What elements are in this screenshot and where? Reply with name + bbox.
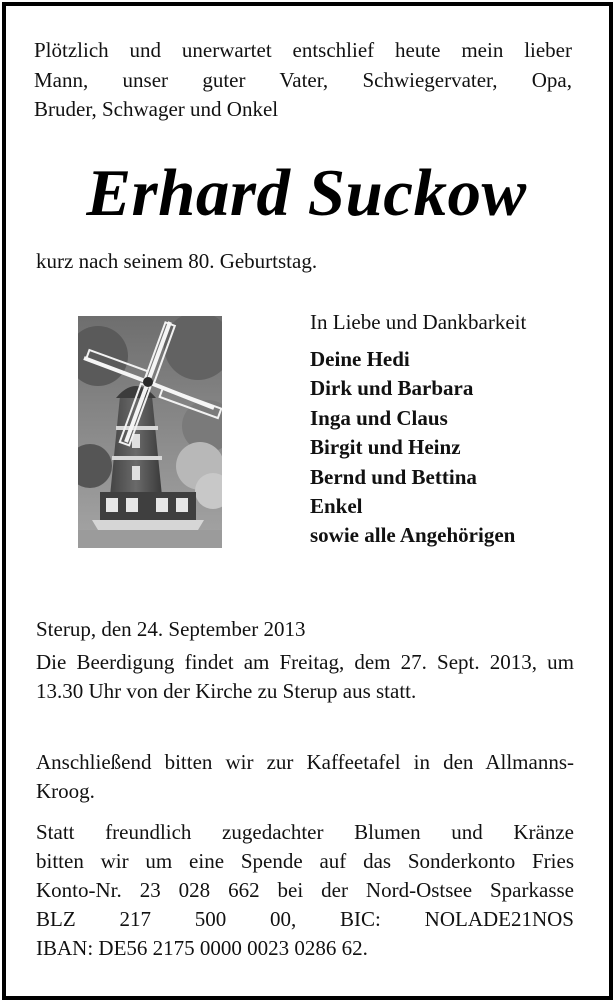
subtitle: kurz nach seinem 80. Geburtstag. [36, 249, 318, 273]
mourner-item: Enkel [310, 494, 363, 519]
donation-line-3: Konto-Nr. 23 028 662 bei der Nord-Ostsee Sparkasse [36, 878, 574, 902]
reception-info: Anschließend bitten wir zur Kaffeetafel in den Allmanns-Kroog. [36, 750, 574, 803]
windmill-photo [78, 316, 222, 548]
mourner-item: Dirk und Barbara [310, 376, 474, 401]
intro-line-3: Bruder, Schwager und Onkel [34, 97, 279, 121]
intro-line-2: Mann, unser guter Vater, Schwiegervater, Opa, [34, 67, 572, 92]
intro-line-1: Plötzlich und unerwartet entschlief heute mein lieber [34, 38, 572, 62]
mourner-item: Birgit und Heinz [310, 435, 461, 460]
donation-info [36, 818, 574, 963]
mourner-item: Inga und Claus [310, 405, 448, 430]
place-date: Sterup, den 24. September 2013 [36, 617, 306, 641]
intro-text [34, 36, 572, 125]
donation-line-1: Statt freundlich zugedachter Blumen und Kränze [36, 820, 574, 844]
mourners-list [310, 345, 515, 551]
donation-line-2: bitten wir um eine Spende auf das Sonderkonto Fries [36, 849, 574, 873]
deceased-name: Erhard Suckow [86, 156, 527, 230]
donation-line-4: BLZ 217 500 00, BIC: NOLADE21NOS [36, 907, 574, 931]
donation-line-5: IBAN: DE56 2175 0000 0023 0286 62. [36, 936, 368, 960]
gratitude-line: In Liebe und Dankbarkeit [310, 310, 527, 334]
mourner-item: Bernd und Bettina [310, 464, 477, 489]
funeral-info: Die Beerdigung findet am Freitag, dem 27. Sept. 2013, um 13.30 Uhr von der Kirche zu Sterup aus statt. [36, 650, 574, 703]
mourner-item: Deine Hedi [310, 347, 410, 371]
mourner-item: sowie alle Angehörigen [310, 523, 516, 548]
